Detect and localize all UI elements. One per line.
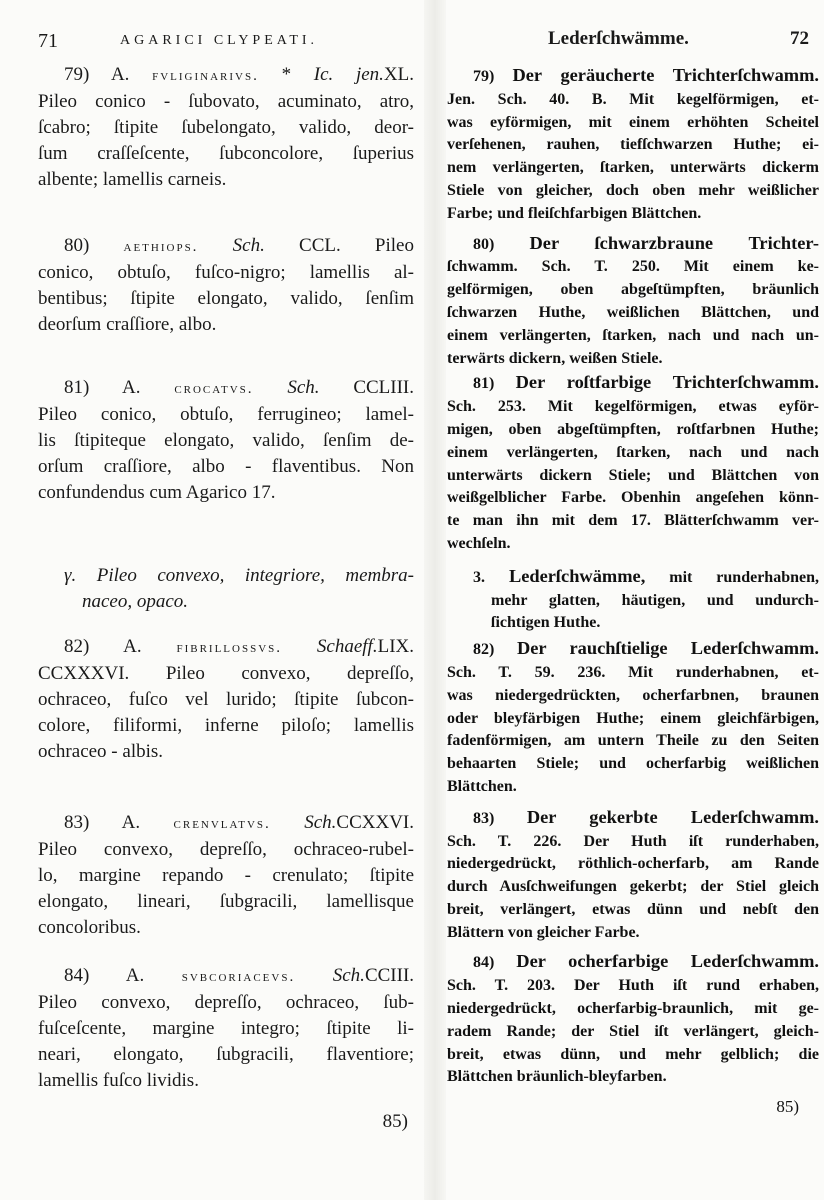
- text-line: Blättern von gleicher Farbe.: [447, 923, 640, 941]
- text-line: [447, 565, 819, 590]
- text-segment: 3.: [473, 568, 509, 586]
- text-segment: 79) A.: [64, 64, 153, 85]
- text-line: concoloribus.: [38, 917, 141, 938]
- species-entry: [447, 637, 819, 799]
- text-line: Jen. Sch. 40. B. Mit kegelförmigen, et-: [447, 90, 819, 108]
- text-line: ſcabro; ſtipite ſubelongato, valido, deor-: [38, 117, 414, 138]
- text-segment: Der roſtfarbige Trichterſchwamm.: [515, 372, 819, 393]
- text-segment: LIX.: [377, 636, 414, 657]
- text-segment: XL.: [383, 64, 414, 85]
- text-segment: aethiops.: [123, 238, 199, 255]
- text-segment: CCXXVI.: [336, 812, 415, 833]
- text-line: conico, obtuſo, fuſco-nigro; lamellis al-: [38, 262, 414, 283]
- text-line: ſchwarzen Huthe, weißlichen Blättchen, und: [447, 303, 819, 321]
- text-segment: 80): [64, 235, 124, 256]
- text-line: fadenförmigen, am untern Theile zu den Seiten: [447, 732, 819, 750]
- text-line: ſichtigen Huthe.: [491, 614, 601, 632]
- species-entry: [447, 232, 819, 371]
- section-heading: [447, 565, 819, 635]
- right-text-column: [447, 64, 819, 1117]
- species-entry: [447, 950, 819, 1089]
- text-line: [38, 963, 414, 990]
- text-line: [447, 806, 819, 831]
- text-line: radem Rande; der Stiel iſt verlängert, gleich-: [447, 1022, 819, 1040]
- text-segment: 84): [473, 954, 517, 972]
- text-line: Stiele von gleicher, doch oben mehr weißlicher: [447, 181, 819, 199]
- text-line: wechſeln.: [447, 534, 511, 552]
- species-entry: [447, 64, 819, 226]
- text-line: Sch. T. 226. Der Huth iſt runderhaben,: [447, 832, 819, 850]
- right-running-head: Lederſchwämme.: [548, 28, 689, 49]
- text-line: albente; lamellis carneis.: [38, 169, 227, 190]
- text-segment: Sch.: [295, 965, 365, 986]
- text-line: [38, 589, 414, 615]
- text-line: [38, 375, 414, 402]
- text-segment: 82) A.: [64, 636, 177, 657]
- text-line: breit, etwas dünn, und mehr gelblich; die: [447, 1045, 819, 1063]
- right-paragraphs: [447, 64, 819, 1089]
- text-line: [38, 62, 414, 89]
- text-segment: CCIII.: [364, 965, 415, 986]
- right-catchword: 85): [776, 1097, 799, 1117]
- text-segment: Schaeff.: [282, 636, 378, 657]
- text-segment: svbcoriacevs.: [181, 968, 296, 985]
- text-line: colore, filiformi, inferne piloſo; lamellis: [38, 715, 414, 736]
- text-line: Pileo conico - ſubovato, acuminato, atro,: [38, 91, 414, 112]
- text-segment: 82): [473, 641, 517, 659]
- text-line: lamellis fuſco lividis.: [38, 1070, 199, 1091]
- page-gutter: [424, 0, 446, 1200]
- left-text-column: [38, 62, 414, 1133]
- text-line: [38, 233, 414, 260]
- species-entry: [447, 371, 819, 555]
- text-line: breit, verlängert, etwas dünn und nebſt den: [447, 900, 819, 918]
- text-segment: fvliginarivs.: [152, 67, 259, 84]
- text-line: ochraceo - albis.: [38, 741, 164, 762]
- text-line: gelförmigen, oben abgeſtümpften, bräunlich: [447, 281, 819, 299]
- text-line: lo, margine repando - crenulato; ſtipite: [38, 865, 414, 886]
- text-segment: Lederſchwämme,: [508, 565, 646, 586]
- species-entry: [38, 62, 414, 193]
- left-page-number: 71: [38, 30, 58, 52]
- text-line: [447, 637, 819, 662]
- text-line: Sch. 253. Mit kegelförmigen, etwas eyför-: [447, 398, 819, 416]
- text-line: niedergedrückt, röthlich-ocherfarb, am Rande: [447, 855, 819, 873]
- text-line: deorſum craſſiore, albo.: [38, 314, 217, 335]
- text-line: Farbe; und fleiſchfarbigen Blättchen.: [447, 204, 702, 222]
- text-line: te man ihn mit dem 17. Blätterſchwamm ver-: [447, 512, 819, 530]
- species-entry: [38, 810, 414, 941]
- text-line: terwärts dickern, weißen Stiele.: [447, 349, 663, 367]
- text-segment: crenvlatvs.: [173, 815, 271, 832]
- text-line: elongato, lineari, ſubgracili, lamellisque: [38, 891, 414, 912]
- text-line: durch Ausſchweifungen gekerbt; der Stiel gleich: [447, 878, 819, 896]
- text-segment: 81): [473, 375, 516, 393]
- text-line: Pileo convexo, depreſſo, ochraceo-rubel-: [38, 839, 414, 860]
- text-segment: 83): [473, 809, 527, 827]
- text-line: unterwärts dickern Stiele; und Blättchen von: [447, 466, 819, 484]
- left-running-head: AGARICI CLYPEATI.: [120, 33, 319, 48]
- text-segment: Sch.: [253, 377, 320, 398]
- text-line: niedergedrückt, ocherfarbig-braunlich, mit ge-: [447, 1000, 819, 1018]
- text-segment: 84) A.: [64, 965, 182, 986]
- text-line: fuſceſcente, margine integro; ſtipite li-: [38, 1018, 414, 1039]
- text-line: behaarten Stiele; und ocherfarbig weißlichen: [447, 755, 819, 773]
- text-segment: CCLIII.: [319, 377, 415, 398]
- text-segment: 80): [473, 235, 530, 253]
- text-line: [38, 810, 414, 837]
- text-segment: 79): [473, 68, 513, 85]
- text-segment: Der ocherfarbige Lederſchwamm.: [516, 951, 819, 972]
- text-segment: 83) A.: [64, 812, 174, 833]
- text-segment: crocatvs.: [174, 380, 254, 397]
- text-line: einem verlängerten, ſtarken, nach und nach un-: [447, 326, 819, 344]
- species-entry: [38, 634, 414, 765]
- species-entry: [38, 375, 414, 506]
- text-line: lis ſtipiteque elongato, valido, ſenſim de-: [38, 430, 414, 451]
- text-line: was eyförmigen, mit einem erhöhten Scheitel: [447, 113, 819, 131]
- text-line: Blättchen.: [447, 777, 517, 795]
- text-line: Pileo conico, obtuſo, ferrugineo; lamel-: [38, 404, 414, 425]
- text-line: ſchwamm. Sch. T. 250. Mit einem ke-: [447, 258, 819, 276]
- text-line: confundendus cum Agarico 17.: [38, 482, 276, 503]
- text-line: mehr glatten, häutigen, und undurch-: [491, 591, 819, 609]
- text-line: Sch. T. 203. Der Huth iſt rund erhaben,: [447, 977, 819, 995]
- text-line: verſehenen, rauhen, tiefſchwarzen Huthe; ei-: [447, 136, 819, 154]
- text-line: Blättchen bräunlich-bleyfarben.: [447, 1068, 667, 1086]
- text-line: was niedergedrückten, ocherfarbnen, braunen: [447, 686, 819, 704]
- text-line: oder bleyfärbigen Huthe; einem gleichfärbigen,: [447, 709, 819, 727]
- species-entry: [38, 963, 414, 1094]
- text-line: Sch. T. 59. 236. Mit runderhabnen, et-: [447, 663, 819, 681]
- text-segment: Sch.: [198, 235, 265, 256]
- text-line: [447, 371, 819, 396]
- text-line: CCXXXVI. Pileo convexo, depreſſo,: [38, 663, 414, 684]
- text-line: [38, 563, 414, 589]
- text-line: neari, elongato, ſubgracili, flaventiore;: [38, 1044, 414, 1065]
- text-line: weißgelblicher Farbe. Obenhin angeſehen könn-: [447, 489, 819, 507]
- text-line: [447, 64, 819, 89]
- text-line: [447, 950, 819, 975]
- text-segment: CCL. Pileo: [264, 235, 414, 256]
- left-paragraphs: [38, 62, 414, 1094]
- text-line: [38, 634, 414, 661]
- text-segment: γ. Pileo convexo, integriore, membra-: [64, 565, 414, 586]
- species-entry: [447, 806, 819, 945]
- text-segment: mit runderhabnen,: [645, 568, 820, 586]
- text-segment: Der geräucherte Trichterſchwamm.: [512, 65, 820, 85]
- text-line: orſum craſſiore, albo - flaventibus. Non: [38, 456, 414, 477]
- text-segment: Der ſchwarzbraune Trichter-: [529, 232, 819, 253]
- text-line: Pileo convexo, depreſſo, ochraceo, ſub-: [38, 992, 414, 1013]
- text-segment: *: [258, 64, 314, 85]
- text-segment: Der rauchſtielige Lederſchwamm.: [516, 638, 820, 659]
- text-line: ochraceo, fuſco vel lurido; ſtipite ſubcon-: [38, 689, 414, 710]
- text-line: nem verlängerten, ſtarken, unterwärts dickerm: [447, 159, 819, 177]
- text-segment: fibrillossvs.: [176, 639, 283, 656]
- text-segment: Der gekerbte Lederſchwamm.: [526, 806, 820, 827]
- text-line: migen, oben abgeſtümpften, roſtfarbnen Huthe;: [447, 420, 819, 438]
- text-line: [447, 232, 819, 257]
- text-line: ſum craſſeſcente, ſubconcolore, ſuperius: [38, 143, 414, 164]
- text-segment: Sch.: [270, 812, 337, 833]
- left-catchword: 85): [382, 1111, 408, 1132]
- text-line: einem verlängerten, ſtarken, nach und nach: [447, 443, 819, 461]
- section-heading: [38, 563, 414, 615]
- species-entry: [38, 233, 414, 338]
- text-segment: Ic. jen.: [313, 64, 384, 85]
- text-line: bentibus; ſtipite elongato, valido, ſenſim: [38, 288, 414, 309]
- right-page-number: 72: [790, 28, 809, 49]
- text-segment: naceo, opaco.: [82, 591, 189, 612]
- text-segment: 81) A.: [64, 377, 175, 398]
